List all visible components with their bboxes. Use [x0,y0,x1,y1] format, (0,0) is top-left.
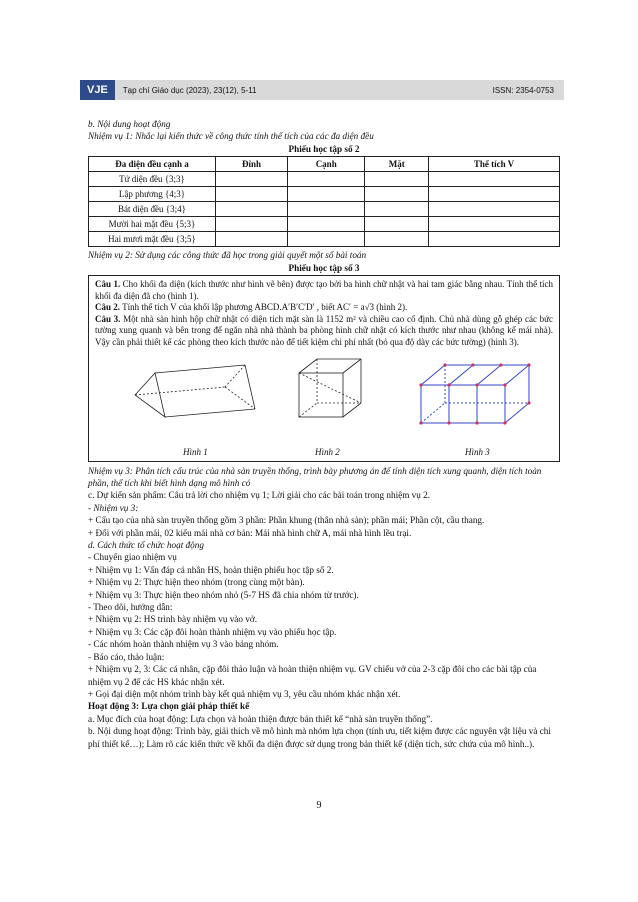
table-header-cell: Cạnh [287,157,364,172]
table-row [89,202,560,217]
table-header-cell: Mặt [365,157,429,172]
table-header-row [89,157,560,172]
paragraph: - Nhiệm vụ 3: [88,502,139,513]
table-cell: Tứ diện đều {3;3} [89,172,216,187]
table-row [89,232,560,247]
table-row [89,217,560,232]
worksheet-2-table [88,156,560,247]
paragraph: a. Mục đích của hoạt động: Lựa chọn và hoàn thiện được bản thiết kế “nhà sàn truyền thống”. [88,713,433,724]
task-1-text: Nhiệm vụ 1: Nhắc lại kiến thức về công thức tính thể tích của các đa diện đều [88,131,374,142]
journal-citation: Tạp chí Giáo dục (2023), 23(12), 5-11 [122,85,257,95]
worksheet-3-box [88,275,560,462]
question-1-text: Cho khối đa diện (kích thước như hình vẽ bên) được tạo bởi ba hình chữ nhật và hai tam giác bằng nhau. Tính thể tích khối đa diện đã cho (hình 1). [95,279,553,301]
paragraph: + Đối với phần mái, 02 kiểu mái nhà cơ bản: Mái nhà hình chữ A, mái nhà hình lều trại. [88,527,412,538]
body-text [88,465,560,750]
paragraph: - Chuyển giao nhiệm vụ [88,552,177,563]
table-cell: Bát diện đều {3;4} [89,202,216,217]
paragraph: + Nhiệm vụ 1: Vấn đáp cá nhân HS, hoàn thiện phiếu học tập số 2. [88,564,334,575]
sheet-3-title: Phiếu học tập số 3 [288,262,360,273]
table-row [89,172,560,187]
question-1-label: Câu 1. [95,279,121,290]
task-2-text: Nhiệm vụ 2: Sử dụng các công thức đã học trong giải quyết một số bài toán [88,250,367,261]
paragraph: + Gọi đại diện một nhóm trình bày kết quả nhiệm vụ 3, yêu cầu nhóm khác nhận xét. [88,688,401,699]
paragraph: c. Dự kiến sản phẩm: Câu trả lời cho nhiệm vụ 1; Lời giải cho các bài toán trong nhiệm vụ 2. [88,490,431,501]
journal-header [80,80,564,100]
question-3-text: Một nhà sàn hình hộp chữ nhật có diện tích mặt sàn là 1152 m² và chiều cao cố định. Chủ nhà dùng gỗ ghép các bức tường xung quanh và bên trong để ngăn nhà nhà thành ba phòng hình chữ nhật có kích thước như nhau (không kể mái nhà). Vậy cần phải thiết kế các phòng theo kích thước nào để tiết kiệm chi phí nhất (bỏ qua độ dày các bức tường) (hình 3). [95,313,553,347]
paragraph: d. Cách thức tổ chức hoạt động [88,540,204,551]
table-row [89,187,560,202]
question-1 [95,279,553,302]
question-3 [95,314,553,349]
figures-row [95,351,553,459]
paragraph: - Theo dõi, hướng dẫn: [88,602,173,613]
paragraph: + Nhiệm vụ 3: Các cặp đôi hoàn thành nhiệm vụ vào phiếu học tập. [88,626,337,637]
figure-2-caption: Hình 2 [315,447,340,457]
question-2 [95,302,553,314]
table-header-cell: Đỉnh [216,157,288,172]
table-cell: Mười hai mặt đều {5;3} [89,217,216,232]
paragraph: + Nhiệm vụ 3: Thực hiện theo nhóm nhỏ (5-7 HS đã chia nhóm từ trước). [88,589,359,600]
section-b-heading: b. Nội dung hoạt động [88,119,171,129]
activity-3-heading: Hoạt động 3: Lựa chọn giải pháp thiết kế [88,701,250,712]
page-number: 9 [316,800,322,811]
page-content [88,118,560,750]
paragraph: b. Nội dung hoạt động: Trình bày, giải thích về mô hình mà nhóm lựa chọn (tính ưu, tiết kiệm được các nguyên vật liệu và chi phí thiết kế…); Làm rõ các kiến thức về khối đa diện được sử dụng trong bản thiết kế (diện tích, sức chứa của mô hình..). [88,726,551,749]
paragraph: - Các nhóm hoàn thành nhiệm vụ 3 vào bảng nhóm. [88,639,279,650]
sheet-2-title: Phiếu học tập số 2 [288,143,360,154]
journal-logo: VJE [80,80,115,100]
table-cell: Lập phương {4;3} [89,187,216,202]
question-2-text: Tính thể tích V của khối lập phương ABCD.A′B′C′D′ , biết AC′ = a√3 (hình 2). [122,302,408,313]
journal-issn: ISSN: 2354-0753 [492,85,554,95]
paragraph: + Nhiệm vụ 2: HS trình bày nhiệm vụ vào vở. [88,614,258,625]
paragraph: + Nhiệm vụ 2, 3: Các cá nhân, cặp đôi thảo luận và hoàn thiện nhiệm vụ. GV chiếu vở của 2-3 cặp đôi cho các bài tập của nhiệm vụ 2 để các HS khác nhận xét. [88,664,537,687]
paragraph: + Nhiệm vụ 2: Thực hiện theo nhóm (trong cùng một bàn). [88,577,305,588]
paragraph: + Cấu tạo của nhà sàn truyền thống gồm 3 phần: Phần khung (thân nhà sàn); phần mái; Phần cột, cầu thang. [88,515,485,526]
figure-2-cube [287,353,377,445]
question-3-label: Câu 3. [95,313,121,324]
question-2-label: Câu 2. [95,302,121,313]
paragraph: Nhiệm vụ 3: Phân tích cấu trúc của nhà sàn truyền thống, trình bày phương án để tính diện tích xung quanh, diện tích toàn phần, thể tích khi biết hình dạng mô hình có [88,465,542,488]
figure-1-prism [125,355,275,441]
figure-3-caption: Hình 3 [465,447,490,457]
table-cell: Hai mươi mặt đều {3;5} [89,232,216,247]
table-header-cell: Thể tích V [429,157,560,172]
figure-3-stilt-house [415,357,545,437]
figure-1-caption: Hình 1 [183,447,208,457]
paragraph: - Báo cáo, thảo luận: [88,651,165,662]
table-header-cell: Đa diện đều cạnh a [89,157,216,172]
